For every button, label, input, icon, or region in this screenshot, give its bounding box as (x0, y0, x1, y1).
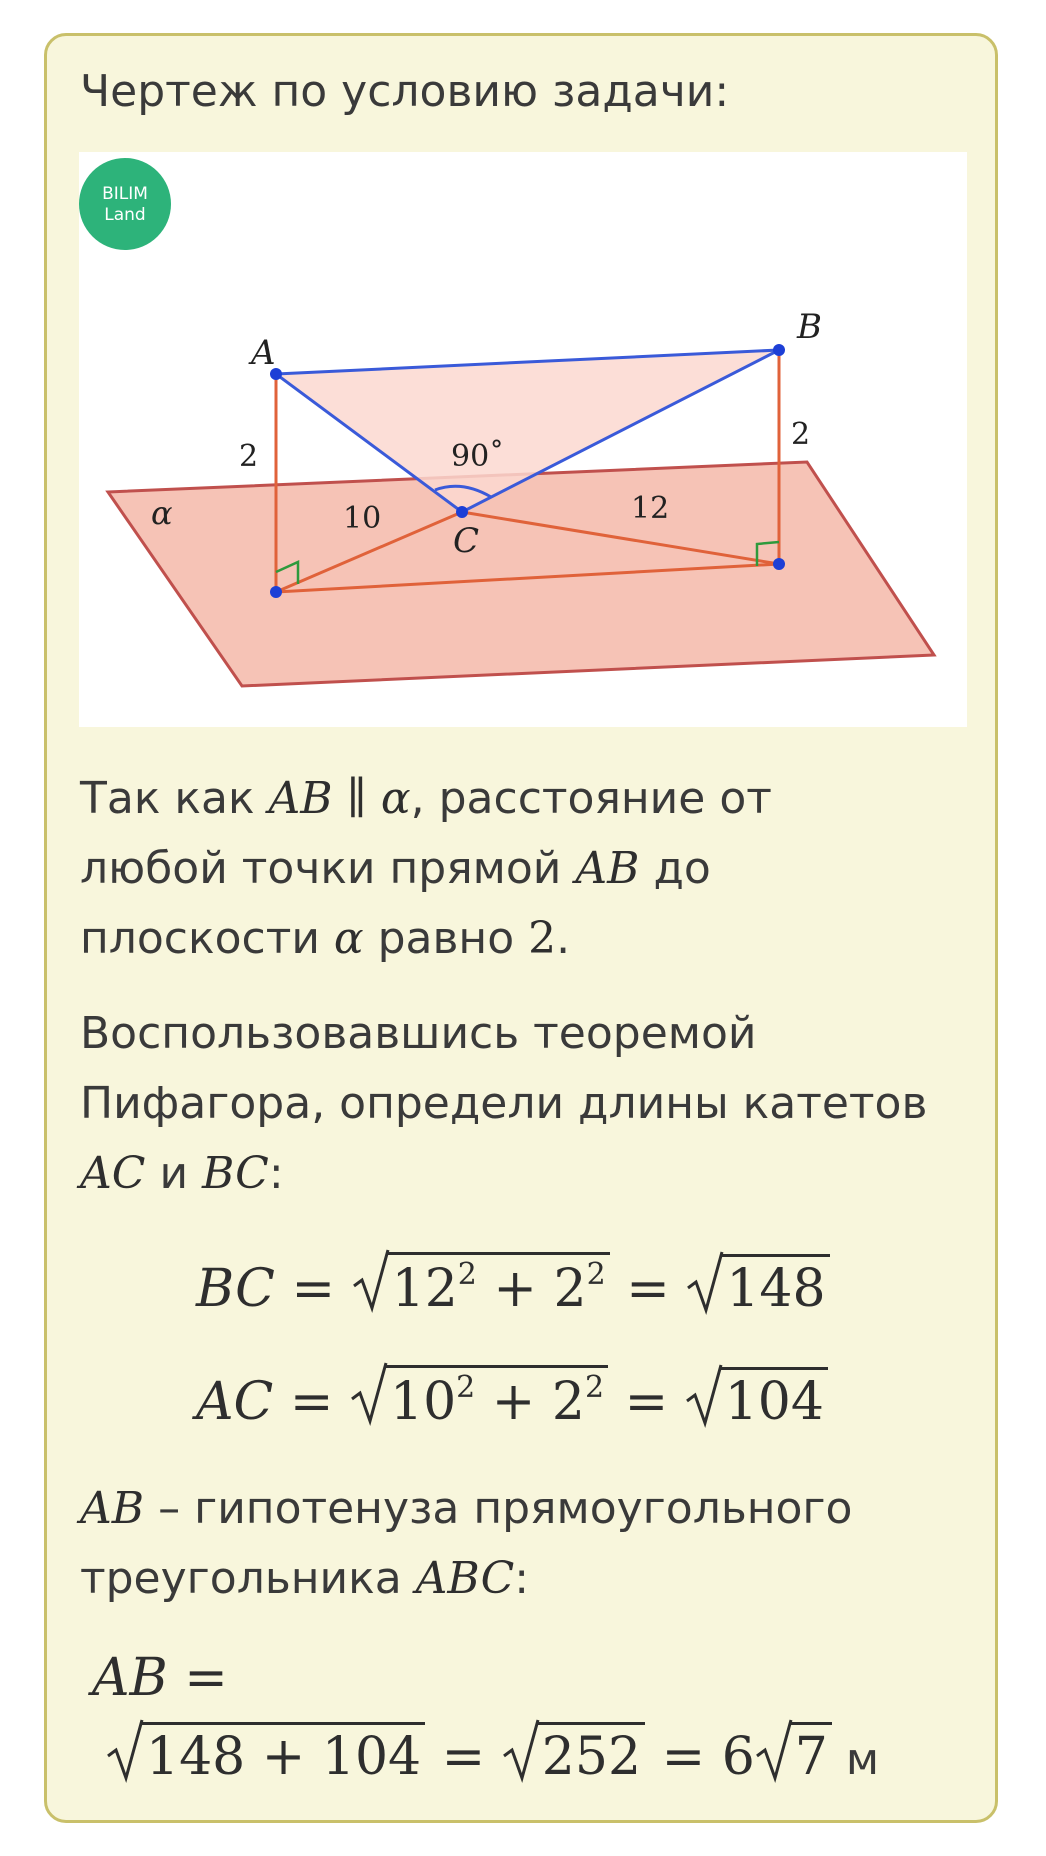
point-b-projection (773, 558, 785, 570)
point-b (773, 344, 785, 356)
geometry-figure (79, 152, 967, 727)
paragraph-hypotenuse-line2: треугольника ABC: (80, 1553, 530, 1604)
formula-ab-lhs: AB = (92, 1648, 228, 1708)
sqrt-ac-sum: $10^2 + 2^2$ (350, 1365, 608, 1432)
paragraph-hypotenuse-line1: AB – гипотенуза прямоугольного (80, 1483, 853, 1534)
bilim-land-logo (79, 158, 171, 250)
geometry-drawing (79, 152, 967, 727)
radical-icon (350, 1361, 388, 1427)
paragraph-hypotenuse (80, 1474, 852, 1614)
label-a: A (251, 333, 276, 373)
radical-icon (352, 1248, 390, 1314)
paragraph-pythagoras-line3: AC и BC: (80, 1148, 284, 1199)
label-12: 12 (631, 491, 670, 526)
formula-bc: BC = $12^2 + 2^2$ = 148 (196, 1252, 830, 1319)
paragraph-pythagoras-line1: Воспользовавшись теоремой (80, 1008, 757, 1059)
paragraph-parallel-line3: плоскости α равно 2. (80, 913, 571, 964)
sqrt-bc-result: 148 (686, 1254, 829, 1319)
label-10: 10 (343, 501, 382, 536)
section-heading: Чертеж по условию задачи: (80, 66, 730, 117)
logo-text-top: BILIM (102, 184, 148, 204)
radical-icon (686, 1250, 724, 1316)
unit-meters: м (831, 1734, 880, 1785)
paragraph-parallel-line2: любой точки прямой AB до (80, 843, 711, 894)
point-c (456, 506, 468, 518)
formula-ac: AC = $10^2 + 2^2$ = 104 (196, 1365, 828, 1432)
paragraph-parallel (80, 764, 772, 974)
label-2-left: 2 (239, 439, 259, 474)
radical-icon (502, 1718, 540, 1784)
sqrt-ab-final: 7 (755, 1722, 832, 1787)
radical-icon (755, 1718, 793, 1784)
plane-alpha (108, 462, 934, 686)
sqrt-ab-sum: 148 + 104 (106, 1722, 425, 1787)
radical-icon (685, 1363, 723, 1429)
radical-icon (106, 1718, 144, 1784)
label-b: B (797, 307, 822, 347)
paragraph-pythagoras-line2: Пифагора, определи длины катетов (80, 1078, 928, 1129)
point-a-projection (270, 586, 282, 598)
logo-text-bottom: Land (104, 205, 146, 225)
label-alpha: α (151, 494, 173, 532)
label-90-degrees: 90˚ (451, 439, 505, 474)
sqrt-ab-mid: 252 (502, 1722, 645, 1787)
formula-ab-rhs: 148 + 104 = 252 = 6 7 м (106, 1722, 879, 1787)
paragraph-pythagoras (80, 999, 927, 1209)
label-c: C (453, 521, 480, 561)
label-2-right: 2 (791, 417, 811, 452)
sqrt-ac-result: 104 (685, 1367, 828, 1432)
sqrt-bc-sum: $12^2 + 2^2$ (352, 1252, 610, 1319)
paragraph-parallel-line1: Так как AB ∥ α, расстояние от (80, 773, 772, 824)
